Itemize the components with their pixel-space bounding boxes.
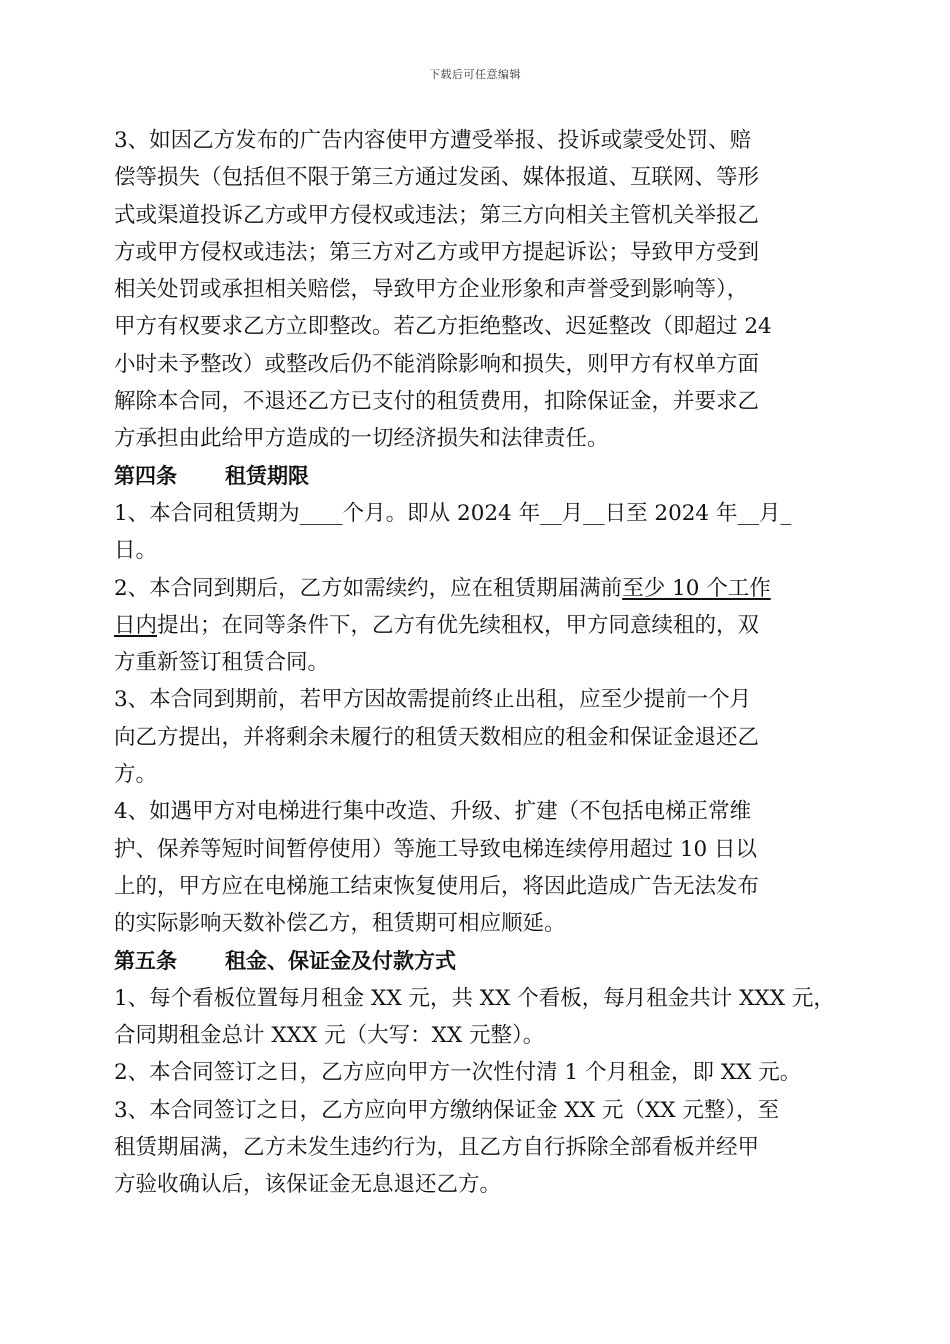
- paragraph-line: 方承担由此给甲方造成的一切经济损失和法律责任。: [114, 426, 609, 452]
- paragraph-line: 方重新签订租赁合同。: [114, 650, 330, 676]
- paragraph-line: 小时未予整改）或整改后仍不能消除影响和损失，则甲方有权单方面: [114, 351, 760, 377]
- paragraph-line: 的实际影响天数补偿乙方，租赁期可相应顺延。: [114, 911, 566, 937]
- paragraph-line: 甲方有权要求乙方立即整改。若乙方拒绝整改、迟延整改（即超过 24: [114, 314, 772, 340]
- article-5-heading: [114, 943, 836, 980]
- paragraph-line: 1、每个看板位置每月租金 XX 元，共 XX 个看板，每月租金共计 XXX 元，: [114, 985, 835, 1011]
- article-title: 租金、保证金及付款方式: [225, 948, 456, 973]
- article-title: 租赁期限: [225, 463, 309, 488]
- paragraph-line: 日。: [114, 538, 158, 564]
- paragraph-line: 方或甲方侵权或违法；第三方对乙方或甲方提起诉讼；导致甲方受到: [114, 239, 760, 265]
- paragraph-line: [114, 570, 836, 607]
- text-run: 2、本合同到期后，乙方如需续约，应在租赁期届满前: [114, 575, 623, 601]
- paragraph-line: 偿等损失（包括但不限于第三方通过发函、媒体报道、互联网、等形: [114, 165, 760, 191]
- text-run: 提出；在同等条件下，乙方有优先续租权，甲方同意续租的，双: [157, 612, 760, 638]
- paragraph-line: 3、本合同到期前，若甲方因故需提前终止出租，应至少提前一个月: [114, 687, 752, 713]
- paragraph-line: 3、本合同签订之日，乙方应向甲方缴纳保证金 XX 元（XX 元整），至: [114, 1097, 780, 1123]
- paragraph-line: 3、如因乙方发布的广告内容使甲方遭受举报、投诉或蒙受处罚、赔: [114, 128, 752, 153]
- article-number: 第四条: [114, 463, 177, 488]
- document-body: [114, 122, 836, 1204]
- paragraph-line: 2、本合同签订之日，乙方应向甲方一次性付清 1 个月租金，即 XX 元。: [114, 1060, 802, 1086]
- paragraph-line: 合同期租金总计 XXX 元（大写：XX 元整）。: [114, 1023, 545, 1049]
- paragraph-line: 向乙方提出，并将剩余未履行的租赁天数相应的租金和保证金退还乙: [114, 724, 760, 750]
- paragraph-line: [114, 607, 836, 644]
- underlined-text: 日内: [114, 612, 158, 638]
- article-number: 第五条: [114, 948, 177, 973]
- underlined-text: 至少 10 个工作: [622, 575, 771, 601]
- paragraph-line: 方。: [114, 762, 158, 788]
- paragraph-line: 解除本合同，不退还乙方已支付的租赁费用，扣除保证金，并要求乙: [114, 389, 760, 415]
- paragraph-line: 4、如遇甲方对电梯进行集中改造、升级、扩建（不包括电梯正常维: [114, 799, 752, 825]
- paragraph-line: 方验收确认后，该保证金无息退还乙方。: [114, 1172, 502, 1198]
- page-header: 下载后可任意编辑: [429, 68, 521, 81]
- paragraph-line: 1、本合同租赁期为____个月。即从 2024 年__月__日至 2024 年__月_: [114, 500, 792, 526]
- paragraph-line: 相关处罚或承担相关赔偿，导致甲方企业形象和声誉受到影响等），: [114, 277, 749, 303]
- article-4-heading: [114, 458, 836, 495]
- paragraph-line: 式或渠道投诉乙方或甲方侵权或违法；第三方向相关主管机关举报乙: [114, 202, 760, 228]
- paragraph-line: 上的，甲方应在电梯施工结束恢复使用后，将因此造成广告无法发布: [114, 873, 760, 899]
- paragraph-line: 租赁期届满，乙方未发生违约行为，且乙方自行拆除全部看板并经甲: [114, 1135, 760, 1161]
- paragraph-line: 护、保养等短时间暂停使用）等施工导致电梯连续停用超过 10 日以: [114, 836, 758, 862]
